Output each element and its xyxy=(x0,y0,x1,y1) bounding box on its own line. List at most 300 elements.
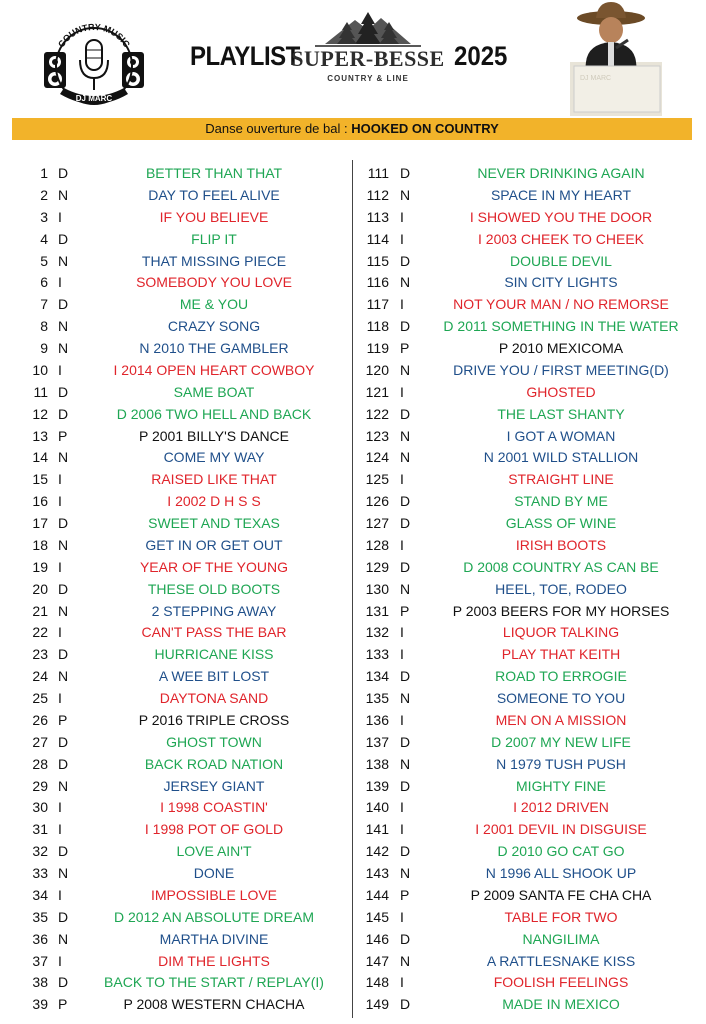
dance-type: I xyxy=(58,799,62,816)
dance-title: I 2001 DEVIL IN DISGUISE xyxy=(475,821,647,838)
dance-type: P xyxy=(400,340,410,356)
playlist-row xyxy=(353,798,706,820)
dance-type: N xyxy=(58,930,69,947)
dance-type: N xyxy=(400,580,411,597)
track-number: 15 xyxy=(32,471,48,488)
dance-type: I xyxy=(400,908,404,925)
playlist-row xyxy=(353,273,706,295)
track-number: 24 xyxy=(32,668,48,685)
dance-type: P xyxy=(58,711,68,728)
dance-type: I xyxy=(58,952,62,969)
playlist-row xyxy=(353,470,706,492)
playlist-row xyxy=(0,492,352,514)
track-number: 122 xyxy=(365,405,389,422)
playlist-row xyxy=(0,405,352,427)
track-number: 115 xyxy=(366,252,389,269)
track-number: 146 xyxy=(365,930,389,947)
playlist-row xyxy=(0,667,352,689)
track-number: 141 xyxy=(365,821,389,838)
playlist-row xyxy=(0,689,352,711)
playlist-row xyxy=(0,755,352,777)
dance-type: P xyxy=(400,886,410,903)
playlist-row xyxy=(0,470,352,492)
dance-title: N 1996 ALL SHOOK UP xyxy=(485,865,637,881)
dance-title: D 2010 GO CAT GO xyxy=(497,843,625,860)
dance-title: P 2003 BEERS FOR MY HORSES xyxy=(452,602,670,619)
dance-type: I xyxy=(58,493,62,510)
playlist-row xyxy=(0,164,352,186)
dance-type: I xyxy=(58,274,62,291)
dance-type: N xyxy=(58,536,69,553)
playlist-row xyxy=(0,645,352,667)
track-number: 6 xyxy=(40,274,48,291)
playlist-row xyxy=(353,820,706,842)
dance-title: N 1979 TUSH PUSH xyxy=(496,755,626,772)
dance-title: NOT YOUR MAN / NO REMORSE xyxy=(453,296,669,313)
track-number: 20 xyxy=(32,580,48,597)
track-number: 133 xyxy=(365,646,389,663)
dance-title: STRAIGHT LINE xyxy=(508,471,614,488)
dance-type: I xyxy=(58,558,62,575)
playlist-row xyxy=(353,842,706,864)
playlist-row xyxy=(0,536,352,558)
dance-type: D xyxy=(400,668,411,685)
title-playlist: PLAYLIST xyxy=(190,42,300,72)
dance-type: D xyxy=(400,405,411,422)
playlist-row xyxy=(0,711,352,733)
playlist-row xyxy=(353,514,706,536)
track-number: 17 xyxy=(32,515,48,531)
dance-title: A WEE BIT LOST xyxy=(158,668,270,685)
dance-title: D 2007 MY NEW LIFE xyxy=(491,733,631,750)
track-number: 120 xyxy=(365,361,389,378)
playlist-row xyxy=(353,383,706,405)
playlist-row xyxy=(353,602,706,624)
playlist-row xyxy=(353,623,706,645)
track-number: 111 xyxy=(367,165,389,181)
track-number: 137 xyxy=(365,733,389,750)
playlist-row xyxy=(0,361,352,383)
playlist-row xyxy=(0,602,352,624)
dance-title: I 1998 COASTIN' xyxy=(160,799,268,816)
dance-title: LOVE AIN'T xyxy=(176,843,252,860)
track-number: 30 xyxy=(32,799,48,816)
track-number: 113 xyxy=(366,208,389,225)
dance-type: D xyxy=(400,165,411,181)
dance-type: N xyxy=(58,449,69,466)
dance-type: I xyxy=(58,690,62,706)
dance-title: IRISH BOOTS xyxy=(515,536,607,553)
dance-type: D xyxy=(58,515,69,531)
dance-title: I 2014 OPEN HEART COWBOY xyxy=(113,361,315,378)
track-number: 3 xyxy=(40,208,48,225)
super-besse-brand xyxy=(285,10,451,86)
playlist-row xyxy=(353,252,706,274)
track-number: 134 xyxy=(365,668,389,685)
dance-title: THAT MISSING PIECE xyxy=(141,252,287,269)
playlist-row xyxy=(353,864,706,886)
playlist-row xyxy=(0,886,352,908)
track-number: 132 xyxy=(365,624,389,641)
dance-type: P xyxy=(58,427,68,444)
track-number: 25 xyxy=(32,690,48,706)
playlist-row xyxy=(353,908,706,930)
playlist-row xyxy=(353,755,706,777)
playlist-row xyxy=(353,164,706,186)
track-number: 28 xyxy=(32,755,48,772)
dance-title: PLAY THAT KEITH xyxy=(501,646,621,663)
playlist-row xyxy=(0,252,352,274)
dance-title: MIGHTY FINE xyxy=(516,777,606,794)
dj-photo xyxy=(566,0,696,116)
track-number: 13 xyxy=(32,427,48,444)
dance-title: I 1998 POT OF GOLD xyxy=(144,821,284,838)
track-number: 32 xyxy=(32,843,48,860)
dance-type: N xyxy=(58,318,69,335)
dance-type: I xyxy=(58,471,62,488)
playlist-row xyxy=(0,864,352,886)
track-number: 130 xyxy=(365,580,389,597)
playlist-row xyxy=(353,448,706,470)
playlist-row xyxy=(0,623,352,645)
dance-title: IF YOU BELIEVE xyxy=(159,208,269,225)
playlist-row xyxy=(0,383,352,405)
dance-title: SOMEBODY YOU LOVE xyxy=(136,274,292,291)
playlist-row xyxy=(0,580,352,602)
dance-title: ME & YOU xyxy=(179,296,249,313)
dance-title: HEEL, TOE, RODEO xyxy=(495,580,627,597)
dance-type: D xyxy=(400,777,411,794)
logo-text xyxy=(42,18,146,114)
dance-type: I xyxy=(400,383,404,400)
dance-type: I xyxy=(400,646,404,663)
dance-title: TABLE FOR TWO xyxy=(504,908,618,925)
playlist-row xyxy=(353,186,706,208)
playlist-row xyxy=(353,930,706,952)
track-number: 10 xyxy=(32,361,48,378)
svg-text:DJ MARC: DJ MARC xyxy=(75,94,113,103)
track-number: 145 xyxy=(365,908,389,925)
track-number: 5 xyxy=(40,252,48,269)
dance-type: P xyxy=(58,996,68,1013)
dance-title: DIM THE LIGHTS xyxy=(158,952,270,969)
dance-type: I xyxy=(400,974,404,991)
track-number: 11 xyxy=(33,383,48,400)
dance-title: SAME BOAT xyxy=(173,383,255,400)
dance-type: N xyxy=(58,865,69,881)
dance-title: GLASS OF WINE xyxy=(505,515,617,531)
track-number: 4 xyxy=(40,230,48,247)
playlist-row xyxy=(0,995,352,1017)
playlist-row xyxy=(353,492,706,514)
dance-title: N 2010 THE GAMBLER xyxy=(139,340,289,356)
playlist-row xyxy=(353,667,706,689)
playlist-row xyxy=(0,733,352,755)
playlist-row xyxy=(0,777,352,799)
track-number: 9 xyxy=(40,340,48,356)
track-number: 29 xyxy=(32,777,48,794)
dance-title: P 2001 BILLY'S DANCE xyxy=(138,427,289,444)
dance-title: I 2012 DRIVEN xyxy=(513,799,609,816)
svg-text:DJ MARC: DJ MARC xyxy=(580,75,612,82)
track-number: 147 xyxy=(365,952,389,969)
dance-title: I 2003 CHEEK TO CHEEK xyxy=(478,230,644,247)
track-number: 37 xyxy=(32,952,48,969)
dance-title: P 2010 MEXICOMA xyxy=(498,340,624,356)
track-number: 36 xyxy=(32,930,48,947)
dance-type: D xyxy=(58,646,69,663)
playlist-row xyxy=(353,886,706,908)
playlist-row xyxy=(353,558,706,580)
title-year: 2025 xyxy=(454,42,508,72)
dance-title: P 2016 TRIPLE CROSS xyxy=(138,711,290,728)
playlist-column-left xyxy=(0,164,352,1017)
track-number: 144 xyxy=(365,886,389,903)
dance-type: D xyxy=(400,558,411,575)
track-number: 124 xyxy=(365,449,389,466)
svg-text:COUNTRY MUSIC: COUNTRY MUSIC xyxy=(56,21,132,50)
playlist-column-right xyxy=(353,164,706,1017)
dance-type: I xyxy=(400,296,404,313)
dance-type: P xyxy=(400,602,410,619)
dance-title: RAISED LIKE THAT xyxy=(151,471,277,488)
playlist-row xyxy=(0,295,352,317)
playlist-row xyxy=(353,317,706,339)
track-number: 8 xyxy=(40,318,48,335)
track-number: 143 xyxy=(365,865,389,881)
dance-title: ROAD TO ERROGIE xyxy=(495,668,627,685)
dance-title: LIQUOR TALKING xyxy=(502,624,620,641)
dance-title: MARTHA DIVINE xyxy=(159,930,269,947)
dance-type: N xyxy=(400,690,411,706)
dance-type: D xyxy=(58,230,69,247)
playlist-row xyxy=(0,273,352,295)
dance-title: FOOLISH FEELINGS xyxy=(493,974,629,991)
playlist-row xyxy=(353,361,706,383)
dance-title: DRIVE YOU / FIRST MEETING(D) xyxy=(453,361,669,378)
dance-title: DAY TO FEEL ALIVE xyxy=(148,186,280,203)
playlist-row xyxy=(353,536,706,558)
dance-type: N xyxy=(58,777,69,794)
dance-title: DOUBLE DEVIL xyxy=(510,252,612,269)
track-number: 1 xyxy=(40,165,48,181)
track-number: 16 xyxy=(32,493,48,510)
dance-title: BACK ROAD NATION xyxy=(144,755,284,772)
track-number: 128 xyxy=(365,536,389,553)
playlist-row xyxy=(0,930,352,952)
dance-title: THE LAST SHANTY xyxy=(497,405,625,422)
dance-type: I xyxy=(58,821,62,838)
dance-title: P 2008 WESTERN CHACHA xyxy=(123,996,305,1013)
dance-type: D xyxy=(400,996,411,1013)
dance-type: I xyxy=(400,230,404,247)
dance-type: I xyxy=(400,536,404,553)
dance-type: D xyxy=(58,755,69,772)
brand-subtitle: COUNTRY & LINE xyxy=(327,74,409,83)
track-number: 34 xyxy=(32,886,48,903)
banner-value: HOOKED ON COUNTRY xyxy=(351,121,499,136)
dance-type: D xyxy=(400,515,411,531)
track-number: 136 xyxy=(365,711,389,728)
track-number: 148 xyxy=(365,974,389,991)
track-number: 129 xyxy=(365,558,389,575)
dance-type: D xyxy=(400,493,411,510)
track-number: 18 xyxy=(32,536,48,553)
playlist-row xyxy=(0,186,352,208)
track-number: 31 xyxy=(32,821,48,838)
dance-title: NEVER DRINKING AGAIN xyxy=(477,165,645,181)
track-number: 118 xyxy=(366,318,389,335)
playlist-row xyxy=(0,230,352,252)
playlist-row xyxy=(353,973,706,995)
dance-title: SOMEONE TO YOU xyxy=(496,690,626,706)
track-number: 12 xyxy=(32,405,48,422)
mountain-trees-icon xyxy=(285,10,451,50)
track-number: 117 xyxy=(366,296,389,313)
dance-title: I 2002 D H S S xyxy=(167,493,261,510)
dance-type: N xyxy=(58,252,69,269)
dance-type: N xyxy=(400,449,411,466)
dance-type: D xyxy=(400,733,411,750)
track-number: 7 xyxy=(40,296,48,313)
track-number: 112 xyxy=(366,186,389,203)
dance-title: D 2008 COUNTRY AS CAN BE xyxy=(463,558,659,575)
dance-type: I xyxy=(58,624,62,641)
dance-type: I xyxy=(400,799,404,816)
track-number: 19 xyxy=(32,558,48,575)
dance-title: FLIP IT xyxy=(191,230,237,247)
dance-type: D xyxy=(58,733,69,750)
dance-type: I xyxy=(400,821,404,838)
dance-title: HURRICANE KISS xyxy=(154,646,274,663)
dance-type: D xyxy=(58,296,69,313)
dance-type: N xyxy=(400,865,411,881)
dance-type: D xyxy=(400,252,411,269)
dance-title: I SHOWED YOU THE DOOR xyxy=(469,208,653,225)
playlist-row xyxy=(353,427,706,449)
dance-type: N xyxy=(58,186,69,203)
playlist-row xyxy=(0,317,352,339)
playlist-row xyxy=(0,908,352,930)
dance-title: GHOSTED xyxy=(526,383,596,400)
playlist-row xyxy=(0,208,352,230)
track-number: 121 xyxy=(365,383,389,400)
playlist-row xyxy=(0,842,352,864)
track-number: 21 xyxy=(32,602,48,619)
track-number: 119 xyxy=(366,340,389,356)
track-number: 14 xyxy=(32,449,48,466)
dance-type: I xyxy=(400,471,404,488)
dance-type: D xyxy=(400,930,411,947)
dance-type: D xyxy=(58,974,69,991)
dance-type: N xyxy=(400,427,411,444)
dance-type: I xyxy=(58,208,62,225)
dance-title: DAYTONA SAND xyxy=(159,690,269,706)
dance-title: 2 STEPPING AWAY xyxy=(151,602,277,619)
track-number: 35 xyxy=(32,908,48,925)
dance-title: I GOT A WOMAN xyxy=(506,427,616,444)
playlist-row xyxy=(0,798,352,820)
dance-title: A RATTLESNAKE KISS xyxy=(486,952,636,969)
playlist-row xyxy=(353,645,706,667)
opening-dance-banner xyxy=(12,118,692,140)
track-number: 2 xyxy=(40,186,48,203)
track-number: 142 xyxy=(365,843,389,860)
dance-title: NANGILIMA xyxy=(522,930,600,947)
banner-label: Danse ouverture de bal : xyxy=(205,121,352,136)
playlist-row xyxy=(353,689,706,711)
dance-type: N xyxy=(400,274,411,291)
dance-title: D 2006 TWO HELL AND BACK xyxy=(116,405,312,422)
dance-title: CRAZY SONG xyxy=(167,318,261,335)
track-number: 127 xyxy=(365,515,389,531)
dance-title: CAN'T PASS THE BAR xyxy=(141,624,287,641)
dance-title: SPACE IN MY HEART xyxy=(490,186,632,203)
playlist-row xyxy=(353,711,706,733)
dance-title: N 2001 WILD STALLION xyxy=(483,449,639,466)
playlist-row xyxy=(353,295,706,317)
dance-type: N xyxy=(400,186,411,203)
dance-title: P 2009 SANTA FE CHA CHA xyxy=(470,886,652,903)
dance-type: I xyxy=(400,208,404,225)
track-number: 138 xyxy=(365,755,389,772)
playlist-row xyxy=(0,339,352,361)
dance-title: MADE IN MEXICO xyxy=(502,996,620,1013)
track-number: 126 xyxy=(365,493,389,510)
dance-type: D xyxy=(400,843,411,860)
dance-title: BETTER THAN THAT xyxy=(145,165,283,181)
dance-title: D 2012 AN ABSOLUTE DREAM xyxy=(114,908,314,925)
playlist-row xyxy=(353,405,706,427)
track-number: 149 xyxy=(365,996,389,1013)
dance-type: N xyxy=(400,361,411,378)
dance-title: IMPOSSIBLE LOVE xyxy=(150,886,278,903)
dance-title: JERSEY GIANT xyxy=(163,777,265,794)
playlist-row xyxy=(353,995,706,1017)
dance-title: GET IN OR GET OUT xyxy=(145,536,283,553)
brand-name: SUPER-BESSE xyxy=(291,46,445,71)
dance-type: N xyxy=(58,602,69,619)
track-number: 27 xyxy=(32,733,48,750)
dance-title: MEN ON A MISSION xyxy=(495,711,627,728)
dance-title: SWEET AND TEXAS xyxy=(148,515,280,531)
dance-title: SIN CITY LIGHTS xyxy=(504,274,618,291)
dance-type: I xyxy=(400,711,404,728)
track-number: 140 xyxy=(365,799,389,816)
dance-type: I xyxy=(58,886,62,903)
dance-title: STAND BY ME xyxy=(514,493,608,510)
page-header xyxy=(0,0,706,118)
playlist-row xyxy=(353,208,706,230)
dance-type: N xyxy=(400,755,411,772)
dance-title: COME MY WAY xyxy=(163,449,265,466)
dance-type: D xyxy=(58,843,69,860)
playlist-row xyxy=(353,777,706,799)
playlist-row xyxy=(0,448,352,470)
track-number: 33 xyxy=(32,865,48,881)
dance-type: N xyxy=(58,668,69,685)
track-number: 125 xyxy=(365,471,389,488)
playlist-row xyxy=(0,820,352,842)
dance-title: THESE OLD BOOTS xyxy=(147,580,281,597)
dance-type: D xyxy=(58,580,69,597)
playlist-row xyxy=(353,952,706,974)
dance-title: D 2011 SOMETHING IN THE WATER xyxy=(443,318,679,335)
track-number: 26 xyxy=(32,711,48,728)
dance-type: D xyxy=(58,908,69,925)
dance-title: BACK TO THE START / REPLAY(I) xyxy=(104,974,324,991)
playlist-row xyxy=(0,427,352,449)
